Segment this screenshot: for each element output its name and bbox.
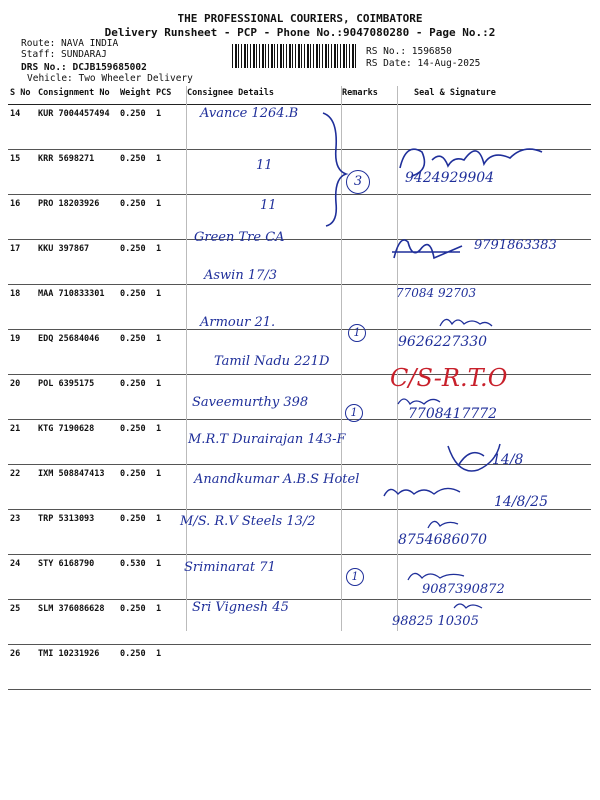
cell-pcs: 1 xyxy=(154,105,185,150)
cell-weight: 0.250 xyxy=(118,150,154,195)
cell-consignment: EDQ 25684046 xyxy=(36,330,118,375)
handwritten-consignee: Sri Vignesh 45 xyxy=(192,600,289,615)
cell-pcs: 1 xyxy=(154,555,185,600)
cell-sno: 25 xyxy=(8,600,36,645)
cell-pcs: 1 xyxy=(154,150,185,195)
cell-consignment: IXM 508847413 xyxy=(36,465,118,510)
cell-weight: 0.250 xyxy=(118,465,154,510)
staff-label: Staff: SUNDARAJ xyxy=(21,49,107,60)
cell-consignment: POL 6395175 xyxy=(36,375,118,420)
cell-pcs: 1 xyxy=(154,285,185,330)
cell-sno: 20 xyxy=(8,375,36,420)
cell-pcs: 1 xyxy=(154,465,185,510)
cell-weight: 0.250 xyxy=(118,195,154,240)
cell-weight: 0.250 xyxy=(118,285,154,330)
cell-weight: 0.250 xyxy=(118,240,154,285)
col-header-pcs: PCS xyxy=(154,86,185,105)
signature-scribble xyxy=(390,228,470,268)
handwritten-consignee: 11 xyxy=(260,198,277,213)
cell-consignment: STY 6168790 xyxy=(36,555,118,600)
handwritten-consignee: M/S. R.V Steels 13/2 xyxy=(180,514,316,529)
signature-phone: 8754686070 xyxy=(398,532,488,548)
cell-weight: 0.530 xyxy=(118,555,154,600)
table-header-row xyxy=(8,86,591,105)
cell-sno: 23 xyxy=(8,510,36,555)
cell-consignment: KTG 7190628 xyxy=(36,420,118,465)
cell-weight: 0.250 xyxy=(118,600,154,645)
handwritten-bracket xyxy=(318,108,358,228)
handwritten-consignee: Anandkumar A.B.S Hotel xyxy=(194,472,360,487)
signature-phone: 7708417772 xyxy=(408,406,498,422)
cell-consignment: SLM 376086628 xyxy=(36,600,118,645)
handwritten-consignee: Tamil Nadu 221D xyxy=(214,354,330,369)
cell-pcs: 1 xyxy=(154,330,185,375)
handwritten-consignee: M.R.T Durairajan 143-F xyxy=(188,432,346,447)
cell-consignment: TRP 5313093 xyxy=(36,510,118,555)
cell-consignment: KRR 5698271 xyxy=(36,150,118,195)
cell-weight: 0.250 xyxy=(118,645,154,690)
handwritten-consignee: Saveemurthy 398 xyxy=(192,395,309,410)
signature-phone: 77084 92703 xyxy=(396,286,477,300)
cell-pcs: 1 xyxy=(154,240,185,285)
signature-phone: 9791863383 xyxy=(474,238,557,253)
column-divider xyxy=(186,86,187,631)
handwritten-consignee: Armour 21. xyxy=(200,315,276,330)
cell-sno: 21 xyxy=(8,420,36,465)
signature-scribble xyxy=(450,598,490,614)
cell-weight: 0.250 xyxy=(118,330,154,375)
cell-sno: 19 xyxy=(8,330,36,375)
remark-mark: 1 xyxy=(345,404,363,422)
col-header-signature: Seal & Signature xyxy=(398,86,591,105)
handwritten-consignee: Sriminarat 71 xyxy=(184,560,276,575)
cell-sno: 15 xyxy=(8,150,36,195)
signature-scribble xyxy=(380,480,480,504)
signature-phone: 98825 10305 xyxy=(392,614,479,629)
runsheet-subtitle: Delivery Runsheet - PCP - Phone No.:9047080280 - Page No.:2 xyxy=(104,26,496,39)
cell-sno: 18 xyxy=(8,285,36,330)
signature-phone: 9424929904 xyxy=(405,170,495,186)
cell-weight: 0.250 xyxy=(118,510,154,555)
col-header-remarks: Remarks xyxy=(340,86,398,105)
cell-consignment: PRO 18203926 xyxy=(36,195,118,240)
signature-phone: 9087390872 xyxy=(422,582,505,597)
cell-consignment: KKU 397867 xyxy=(36,240,118,285)
signature-date: 14/8 xyxy=(492,452,524,468)
company-title: THE PROFESSIONAL COURIERS, COIMBATORE xyxy=(177,12,423,25)
handwritten-consignee: Green Tre CA xyxy=(194,230,285,245)
signature-scribble xyxy=(424,514,464,534)
cell-sno: 24 xyxy=(8,555,36,600)
cell-sno: 26 xyxy=(8,645,36,690)
cell-consignment: KUR 7004457494 xyxy=(36,105,118,150)
rs-number: RS No.: 1596850 xyxy=(366,46,452,57)
cell-sno: 22 xyxy=(8,465,36,510)
cell-sno: 17 xyxy=(8,240,36,285)
cell-consignment: MAA 710833301 xyxy=(36,285,118,330)
table-row xyxy=(8,645,591,690)
handwritten-consignee: Aswin 17/3 xyxy=(204,268,278,283)
drs-label: DRS No.: DCJB159685002 xyxy=(21,62,147,73)
vehicle-label: Vehicle: Two Wheeler Delivery xyxy=(27,73,193,84)
col-header-consignment: Consignment No xyxy=(36,86,118,105)
cell-pcs: 1 xyxy=(154,195,185,240)
table-row xyxy=(8,600,591,645)
red-remark-text: C/S-R.T.O xyxy=(390,364,508,392)
col-header-weight: Weight xyxy=(118,86,154,105)
handwritten-consignee: Avance 1264.B xyxy=(200,106,299,121)
cell-sno: 14 xyxy=(8,105,36,150)
cell-pcs: 1 xyxy=(154,420,185,465)
cell-consignment: TMI 10231926 xyxy=(36,645,118,690)
cell-weight: 0.250 xyxy=(118,105,154,150)
cell-pcs: 1 xyxy=(154,375,185,420)
handwritten-consignee: 11 xyxy=(256,158,273,173)
signature-scribble xyxy=(436,312,496,332)
signature-phone: 9626227330 xyxy=(398,334,488,350)
remark-mark: 1 xyxy=(346,568,364,586)
barcode xyxy=(232,44,357,68)
rs-date: RS Date: 14-Aug-2025 xyxy=(366,58,481,69)
col-header-consignee: Consignee Details xyxy=(185,86,340,105)
route-label: Route: NAVA INDIA xyxy=(21,38,119,49)
col-header-sno: S No xyxy=(8,86,36,105)
cell-pcs: 1 xyxy=(154,645,185,690)
signature-date: 14/8/25 xyxy=(494,494,548,510)
cell-pcs: 1 xyxy=(154,510,185,555)
cell-weight: 0.250 xyxy=(118,420,154,465)
cell-weight: 0.250 xyxy=(118,375,154,420)
remark-mark: 3 xyxy=(346,170,370,194)
cell-pcs: 1 xyxy=(154,600,185,645)
cell-sno: 16 xyxy=(8,195,36,240)
table-row xyxy=(8,195,591,240)
remark-mark: 1 xyxy=(348,324,366,342)
